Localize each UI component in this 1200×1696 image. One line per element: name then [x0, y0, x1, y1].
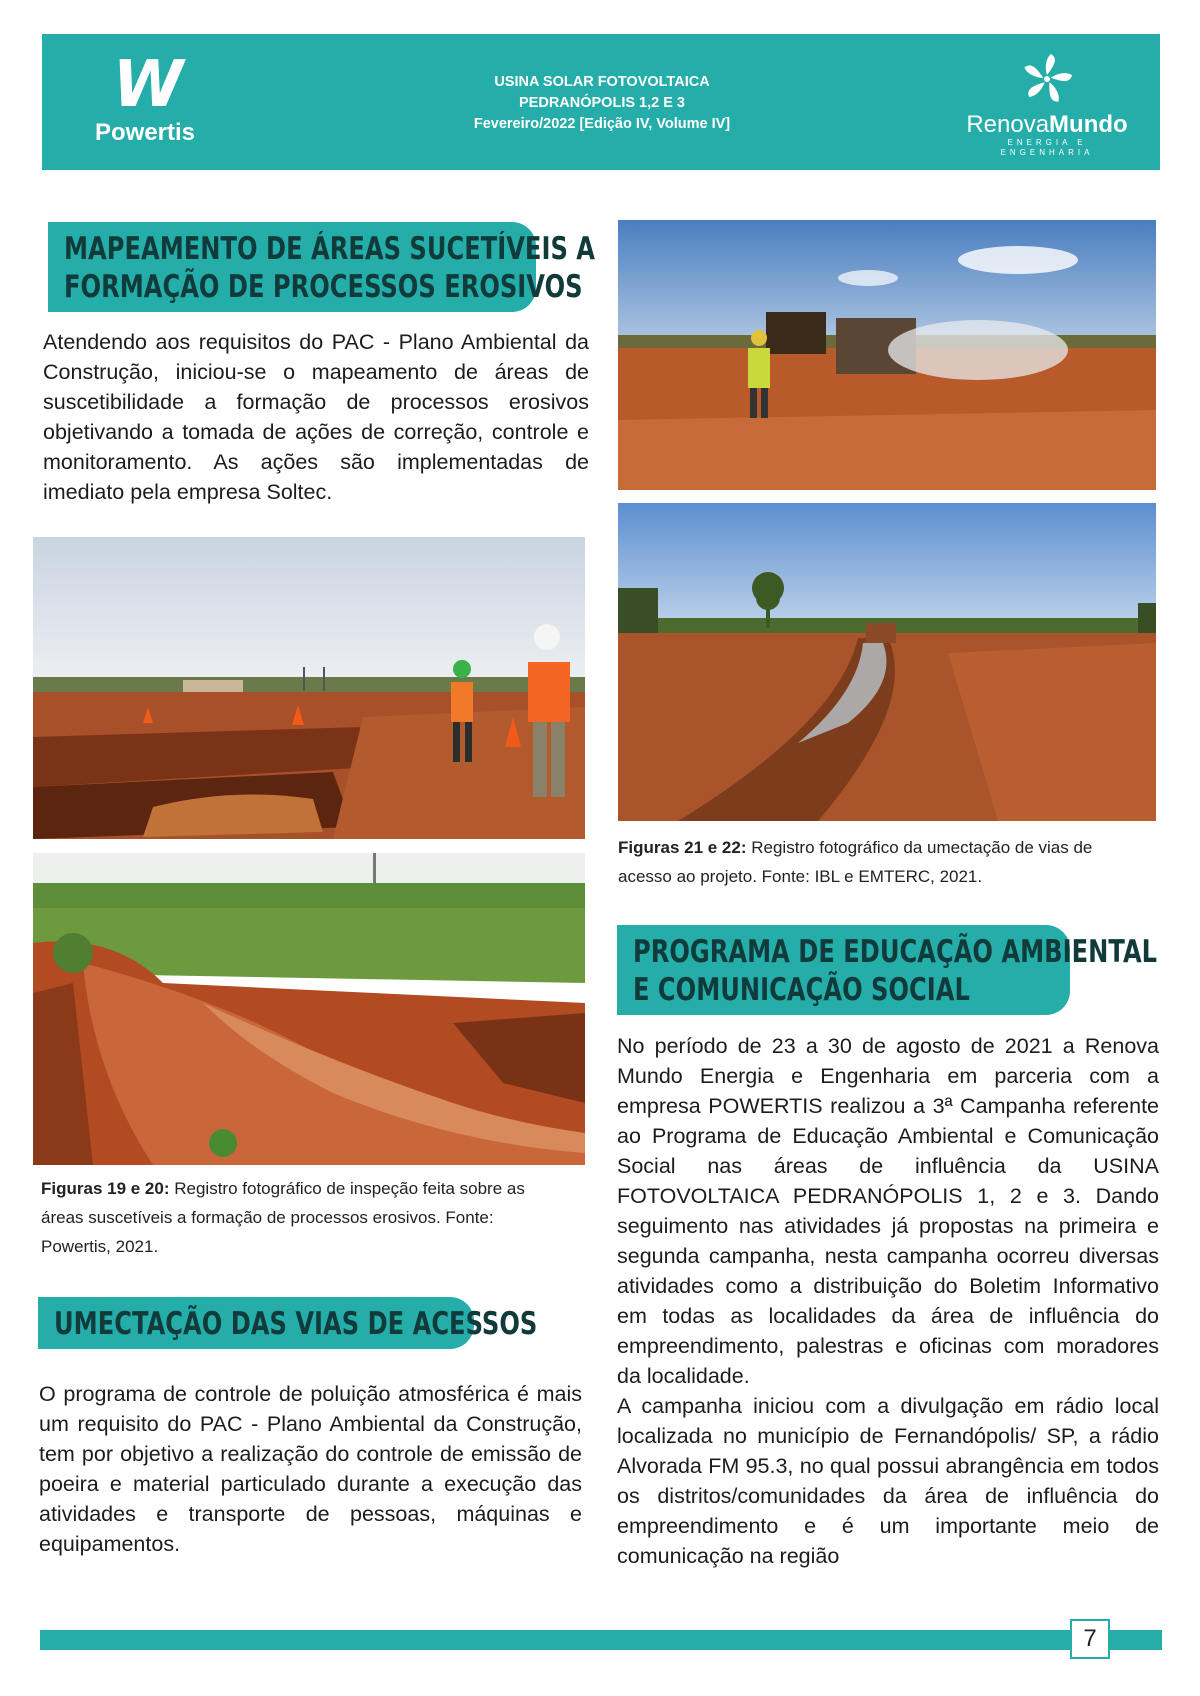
footer-bar	[40, 1630, 1162, 1650]
page-number: 7	[1070, 1619, 1110, 1659]
renovamundo-logo	[962, 52, 1132, 162]
powertis-logo-name: Powertis	[94, 119, 196, 146]
renovamundo-wordmark: RenovaMundo	[966, 111, 1128, 138]
caption-figures-21-22: Figuras 21 e 22: Registro fotográfico da umectação de vias de acesso ao projeto. Fonte: IBL e EMTERC, 2021.	[618, 838, 1093, 886]
section-title-environmental-education: PROGRAMA DE EDUCAÇÃO AMBIENTAL E COMUNICAÇÃO SOCIAL	[617, 925, 1070, 1015]
road-wetting-text: O programa de controle de poluição atmosférica é mais um requisito do PAC - Plano Ambiental da Construção, tem por objetivo a realização do controle de emissão de poeira e material particulado durante a execução das atividades e transporte de pessoas, máquinas e equipamentos.	[39, 1382, 582, 1556]
photo-inspection-workers	[33, 537, 585, 839]
header-line-1: USINA SOLAR FOTOVOLTAICA	[494, 74, 710, 90]
photo-water-truck-spraying	[618, 220, 1156, 490]
erosion-mapping-text: Atendendo aos requisitos do PAC - Plano Ambiental da Construção, iniciou-se o mapeamento de áreas de suscetibilidade a formação de processos erosivos objetivando a tomada de ações de correção, controle e monitoramento. As ações são implementadas de imediato pela empresa Soltec.	[43, 330, 589, 504]
header-title-block	[362, 72, 842, 135]
section-title-erosion-mapping: MAPEAMENTO DE ÁREAS SUCETÍVEIS A FORMAÇÃO DE PROCESSOS EROSIVOS	[48, 222, 536, 312]
section-title-road-wetting: UMECTAÇÃO DAS VIAS DE ACESSOS	[38, 1297, 474, 1349]
environmental-education-text	[617, 1031, 1159, 1571]
environmental-education-paragraph-1: No período de 23 a 30 de agosto de 2021 a Renova Mundo Energia e Engenharia em parceria com a empresa POWERTIS realizou a 3ª Campanha referente ao Programa de Educação Ambiental e Comunicação Social nas áreas de influência da USINA FOTOVOLTAICA PEDRANÓPOLIS 1, 2 e 3. Dando seguimento nas atividades já propostas na primeira e segunda campanha, nesta campanha ocorreu diversas atividades como a distribuição do Boletim Informativo em todas as localidades da área de influência do empreendimento, palestras e oficinas com moradores da localidade.	[617, 1034, 1159, 1388]
renovamundo-tagline: ENERGIA E ENGENHARIA	[1000, 138, 1094, 157]
pinwheel-icon	[1020, 52, 1074, 106]
photo-wet-access-road	[618, 503, 1156, 821]
powertis-logo-mark: W	[112, 48, 178, 122]
header-line-3: Fevereiro/2022 [Edição IV, Volume IV]	[473, 116, 731, 132]
header-banner	[42, 34, 1160, 170]
environmental-education-paragraph-2: A campanha iniciou com a divulgação em rádio local localizada no município de Fernandópolis/ SP, a rádio Alvorada FM 95.3, no qual possui abrangência em todos os distritos/comunidades da área de influência do empreendimento e é um importante meio de comunicação na região	[617, 1394, 1159, 1568]
powertis-logo	[90, 50, 200, 160]
caption-figures-19-20: Figuras 19 e 20: Registro fotográfico de inspeção feita sobre as áreas suscetíveis a formação de processos erosivos. Fonte: Powertis, 2021.	[41, 1179, 525, 1256]
photo-erosion-channel	[33, 853, 585, 1165]
header-line-2: PEDRANÓPOLIS 1,2 E 3	[519, 95, 685, 111]
